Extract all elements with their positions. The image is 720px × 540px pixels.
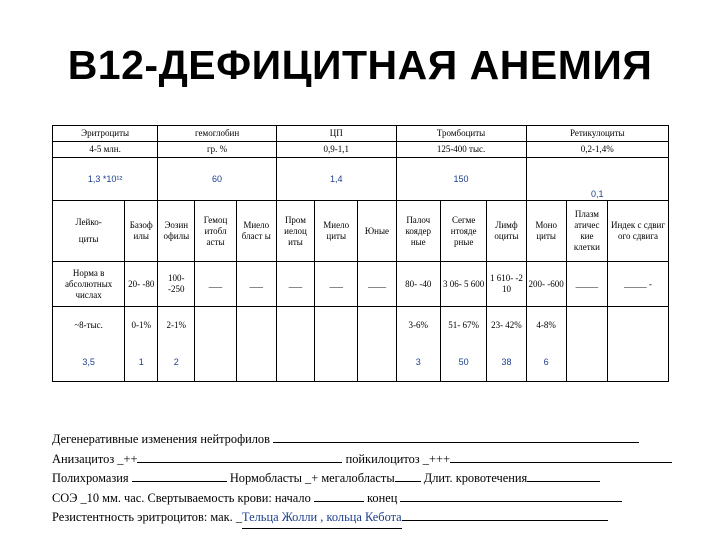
wbc-header-promyelocytes: Пром иелоц иты	[276, 201, 314, 262]
header-hemoglobin: гемоглобин	[158, 126, 277, 142]
note-line-5	[52, 508, 682, 529]
notes-block	[52, 430, 682, 529]
wbc-header-band: Палоч коядер ные	[396, 201, 440, 262]
note-degenerative-label: Дегенеративные изменения нейтрофилов	[52, 432, 270, 446]
patient-platelets: 150	[396, 158, 526, 201]
note-blank-2a	[137, 462, 342, 463]
header-erythrocytes: Эритроциты	[53, 126, 158, 142]
norm-abs-myelocytes: ___	[315, 262, 358, 307]
note-blank-1	[273, 442, 639, 443]
leukocytes-label-a: Лейко-	[75, 217, 102, 227]
wbc-header-eos: Эозин офилы	[158, 201, 195, 262]
norm-abs-shift-index: _____ -	[608, 262, 669, 307]
wbc-header-plasma: Плазм атичес кие клетки	[566, 201, 607, 262]
norm-pct-band: 3-6%	[396, 307, 440, 344]
patient-young	[358, 344, 396, 382]
wbc-header-leukocytes	[53, 201, 125, 262]
note-line-1	[52, 430, 682, 450]
note-blank-3a	[132, 481, 227, 482]
note-anisocytosis: Анизацитоз _++	[52, 451, 138, 466]
patient-myelocytes	[315, 344, 358, 382]
norm-pct-mono: 4-8%	[526, 307, 566, 344]
header-platelets: Тромбоциты	[396, 126, 526, 142]
patient-hemocytoblasts	[195, 344, 236, 382]
note-blank-5	[402, 520, 608, 521]
wbc-header-lymph: Лимф оциты	[487, 201, 526, 262]
norm-erythrocytes: 4-5 млн.	[53, 142, 158, 158]
wbc-header-hemocytoblasts: Гемоц итобл асты	[195, 201, 236, 262]
patient-cp: 1,4	[276, 158, 396, 201]
norm-abs-hemocytoblasts: ___	[195, 262, 236, 307]
note-normoblasts: Нормобласты _+ мегалобласты	[229, 471, 395, 486]
patient-plasma	[566, 344, 607, 382]
note-line-4	[52, 489, 682, 509]
patient-band: 3	[396, 344, 440, 382]
norm-abs-segmented: 3 06- 5 600	[440, 262, 486, 307]
wbc-header-mono: Моно циты	[526, 201, 566, 262]
patient-promyelocytes	[276, 344, 314, 382]
page-title: B12-ДЕФИЦИТНАЯ АНЕМИЯ	[67, 42, 653, 88]
note-blank-3c	[527, 481, 600, 482]
wbc-header-myelocytes: Миело циты	[315, 201, 358, 262]
patient-mono: 6	[526, 344, 566, 382]
table-row-header	[53, 126, 669, 142]
patient-erythrocytes: 1,3 *10¹²	[53, 158, 158, 201]
table-row-patient-formula	[53, 344, 669, 382]
header-reticulocytes: Ретикулоциты	[526, 126, 668, 142]
norm-abs-promyelocytes: ___	[276, 262, 314, 307]
table-row-norm-percent	[53, 307, 669, 344]
wbc-header-segmented: Сегме нтоядe рные	[440, 201, 486, 262]
table-row-wbc-header	[53, 201, 669, 262]
wbc-header-shift-index: Индек с сдвиг ого сдвига	[608, 201, 669, 262]
note-blank-3b	[395, 481, 421, 482]
note-line-2	[52, 450, 682, 470]
patient-reticulocytes: 0,1	[526, 158, 668, 201]
norm-abs-baso: 20- -80	[125, 262, 158, 307]
note-resistance: Резистентность эритроцитов: мак. _	[52, 510, 243, 525]
note-blank-4b	[400, 501, 622, 502]
norm-abs-lymph: 1 610- -2 10	[487, 262, 526, 307]
note-esr-clotting: СОЭ _10 мм. час. Свертываемость крови: начало	[52, 490, 311, 505]
norm-abs-label: Норма в абсолютных числах	[53, 262, 125, 307]
wbc-header-young: Юные	[358, 201, 396, 262]
norm-pct-young	[358, 307, 396, 344]
norm-pct-baso: 0-1%	[125, 307, 158, 344]
note-line-3	[52, 469, 682, 489]
patient-hemoglobin: 60	[158, 158, 277, 201]
norm-abs-plasma: _____	[566, 262, 607, 307]
norm-pct-plasma	[566, 307, 607, 344]
norm-cp: 0,9-1,1	[276, 142, 396, 158]
patient-leukocytes: 3,5	[53, 344, 125, 382]
note-polychromasia: Полихромазия	[52, 471, 129, 486]
norm-hemoglobin: гр. %	[158, 142, 277, 158]
note-jolly-bodies: Тельца Жолли , кольца Кебота	[242, 508, 402, 529]
norm-pct-label: ~8-тыс.	[53, 307, 125, 344]
header-cp: ЦП	[276, 126, 396, 142]
norm-abs-eos: 100- -250	[158, 262, 195, 307]
note-bleeding: Длит. кровотечения	[423, 471, 528, 486]
norm-pct-myeloblasts	[236, 307, 276, 344]
patient-myeloblasts	[236, 344, 276, 382]
note-clotting-end: конец	[367, 490, 398, 505]
norm-abs-young: ____	[358, 262, 396, 307]
norm-pct-eos: 2-1%	[158, 307, 195, 344]
norm-pct-hemocytoblasts	[195, 307, 236, 344]
norm-abs-myeloblasts: ___	[236, 262, 276, 307]
patient-eos: 2	[158, 344, 195, 382]
note-poikilocytosis: пойкилоцитоз _+++	[345, 451, 450, 466]
norm-pct-lymph: 23- 42%	[487, 307, 526, 344]
leukocytes-label-b: циты	[78, 234, 99, 244]
patient-lymph: 38	[487, 344, 526, 382]
norm-pct-shift-index	[608, 307, 669, 344]
patient-shift-index	[608, 344, 669, 382]
table-row-norm-absolute	[53, 262, 669, 307]
note-blank-2b	[450, 462, 672, 463]
patient-baso: 1	[125, 344, 158, 382]
wbc-header-myeloblasts: Миело бласт ы	[236, 201, 276, 262]
norm-reticulocytes: 0,2-1,4%	[526, 142, 668, 158]
norm-pct-promyelocytes	[276, 307, 314, 344]
norm-pct-myelocytes	[315, 307, 358, 344]
norm-platelets: 125-400 тыс.	[396, 142, 526, 158]
blood-test-table	[52, 125, 669, 382]
patient-segmented: 50	[440, 344, 486, 382]
table-row-patient-values	[53, 158, 669, 201]
wbc-header-baso: Базоф илы	[125, 201, 158, 262]
norm-abs-mono: 200- -600	[526, 262, 566, 307]
norm-pct-segmented: 51- 67%	[440, 307, 486, 344]
norm-abs-band: 80- -40	[396, 262, 440, 307]
note-blank-4a	[314, 501, 364, 502]
table-row-norms	[53, 142, 669, 158]
